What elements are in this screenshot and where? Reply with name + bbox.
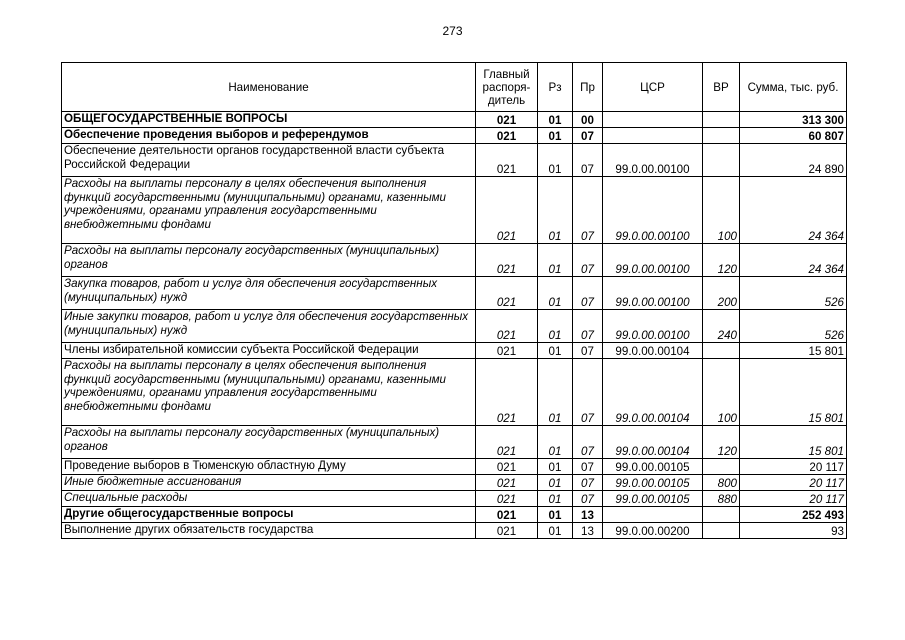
- cell-csr: 99.0.00.00104: [603, 426, 703, 459]
- cell-rz: 01: [538, 491, 573, 507]
- cell-pr: 07: [573, 144, 603, 177]
- cell-sum: 24 364: [740, 177, 847, 244]
- table-row: [62, 277, 847, 310]
- table-row: [62, 112, 847, 128]
- cell-sum: 60 807: [740, 128, 847, 144]
- cell-name: Расходы на выплаты персоналу в целях обеспечения выполнения функций государственными (муниципальными) органами, казенными учреждениями, органами управления государственными внебюджетными фондами: [62, 359, 476, 426]
- cell-sum: 93: [740, 523, 847, 539]
- table-row: [62, 177, 847, 244]
- cell-csr: 99.0.00.00100: [603, 310, 703, 343]
- cell-vr: 200: [703, 277, 740, 310]
- cell-gl: 021: [476, 507, 538, 523]
- cell-name: Другие общегосударственные вопросы: [62, 507, 476, 523]
- cell-gl: 021: [476, 244, 538, 277]
- cell-csr: 99.0.00.00200: [603, 523, 703, 539]
- cell-csr: [603, 112, 703, 128]
- cell-csr: 99.0.00.00100: [603, 177, 703, 244]
- cell-rz: 01: [538, 112, 573, 128]
- cell-csr: 99.0.00.00100: [603, 244, 703, 277]
- table-row: [62, 244, 847, 277]
- cell-csr: 99.0.00.00104: [603, 359, 703, 426]
- cell-rz: 01: [538, 128, 573, 144]
- cell-sum: 15 801: [740, 426, 847, 459]
- cell-gl: 021: [476, 523, 538, 539]
- cell-pr: 07: [573, 475, 603, 491]
- cell-vr: [703, 112, 740, 128]
- header-name: Наименование: [62, 63, 476, 112]
- cell-pr: 07: [573, 177, 603, 244]
- header-pr: Пр: [573, 63, 603, 112]
- cell-vr: 100: [703, 359, 740, 426]
- cell-pr: 00: [573, 112, 603, 128]
- cell-vr: [703, 128, 740, 144]
- cell-vr: [703, 523, 740, 539]
- table-row: [62, 343, 847, 359]
- header-csr: ЦСР: [603, 63, 703, 112]
- cell-name: Выполнение других обязательств государства: [62, 523, 476, 539]
- cell-gl: 021: [476, 277, 538, 310]
- cell-gl: 021: [476, 177, 538, 244]
- cell-pr: 07: [573, 343, 603, 359]
- cell-vr: [703, 459, 740, 475]
- cell-vr: 100: [703, 177, 740, 244]
- header-glavny: Главный распоря-дитель: [476, 63, 538, 112]
- table-row: [62, 128, 847, 144]
- cell-name: Члены избирательной комиссии субъекта Российской Федерации: [62, 343, 476, 359]
- cell-gl: 021: [476, 459, 538, 475]
- cell-sum: 15 801: [740, 359, 847, 426]
- cell-rz: 01: [538, 277, 573, 310]
- cell-rz: 01: [538, 426, 573, 459]
- cell-sum: 252 493: [740, 507, 847, 523]
- cell-sum: 24 890: [740, 144, 847, 177]
- cell-vr: 800: [703, 475, 740, 491]
- cell-rz: 01: [538, 343, 573, 359]
- cell-gl: 021: [476, 491, 538, 507]
- cell-gl: 021: [476, 343, 538, 359]
- cell-sum: 24 364: [740, 244, 847, 277]
- cell-gl: 021: [476, 475, 538, 491]
- cell-name: Обеспечение деятельности органов государственной власти субъекта Российской Федерации: [62, 144, 476, 177]
- cell-name: Расходы на выплаты персоналу в целях обеспечения выполнения функций государственными (муниципальными) органами, казенными учреждениями, органами управления государственными внебюджетными фондами: [62, 177, 476, 244]
- cell-name: Иные бюджетные ассигнования: [62, 475, 476, 491]
- cell-name: Обеспечение проведения выборов и референдумов: [62, 128, 476, 144]
- cell-csr: [603, 128, 703, 144]
- budget-table: [61, 62, 847, 539]
- cell-rz: 01: [538, 507, 573, 523]
- cell-csr: 99.0.00.00100: [603, 144, 703, 177]
- cell-name: Расходы на выплаты персоналу государственных (муниципальных) органов: [62, 426, 476, 459]
- cell-rz: 01: [538, 144, 573, 177]
- table-row: [62, 459, 847, 475]
- cell-sum: 313 300: [740, 112, 847, 128]
- cell-csr: [603, 507, 703, 523]
- cell-name: Закупка товаров, работ и услуг для обеспечения государственных (муниципальных) нужд: [62, 277, 476, 310]
- table-row: [62, 523, 847, 539]
- cell-pr: 07: [573, 491, 603, 507]
- cell-sum: 15 801: [740, 343, 847, 359]
- table-header-row: [62, 63, 847, 112]
- cell-name: Иные закупки товаров, работ и услуг для обеспечения государственных (муниципальных) нужд: [62, 310, 476, 343]
- cell-csr: 99.0.00.00104: [603, 343, 703, 359]
- cell-rz: 01: [538, 310, 573, 343]
- table-row: [62, 491, 847, 507]
- cell-rz: 01: [538, 359, 573, 426]
- cell-csr: 99.0.00.00100: [603, 277, 703, 310]
- table-row: [62, 475, 847, 491]
- cell-sum: 526: [740, 310, 847, 343]
- cell-rz: 01: [538, 523, 573, 539]
- cell-gl: 021: [476, 144, 538, 177]
- cell-vr: 880: [703, 491, 740, 507]
- cell-sum: 526: [740, 277, 847, 310]
- cell-pr: 07: [573, 426, 603, 459]
- table-row: [62, 507, 847, 523]
- table-row: [62, 310, 847, 343]
- page-number: 273: [442, 24, 463, 38]
- cell-rz: 01: [538, 459, 573, 475]
- cell-pr: 07: [573, 310, 603, 343]
- cell-csr: 99.0.00.00105: [603, 491, 703, 507]
- header-rz: Рз: [538, 63, 573, 112]
- cell-rz: 01: [538, 475, 573, 491]
- cell-csr: 99.0.00.00105: [603, 459, 703, 475]
- cell-pr: 07: [573, 359, 603, 426]
- cell-name: ОБЩЕГОСУДАРСТВЕННЫЕ ВОПРОСЫ: [62, 112, 476, 128]
- cell-vr: 120: [703, 426, 740, 459]
- cell-rz: 01: [538, 244, 573, 277]
- cell-sum: 20 117: [740, 459, 847, 475]
- table-row: [62, 426, 847, 459]
- cell-gl: 021: [476, 128, 538, 144]
- cell-vr: 240: [703, 310, 740, 343]
- cell-sum: 20 117: [740, 491, 847, 507]
- cell-rz: 01: [538, 177, 573, 244]
- cell-pr: 07: [573, 459, 603, 475]
- header-vr: ВР: [703, 63, 740, 112]
- cell-csr: 99.0.00.00105: [603, 475, 703, 491]
- cell-vr: [703, 507, 740, 523]
- header-summa: Сумма, тыс. руб.: [740, 63, 847, 112]
- cell-pr: 13: [573, 507, 603, 523]
- cell-vr: [703, 343, 740, 359]
- cell-name: Расходы на выплаты персоналу государственных (муниципальных) органов: [62, 244, 476, 277]
- cell-gl: 021: [476, 310, 538, 343]
- cell-gl: 021: [476, 426, 538, 459]
- cell-sum: 20 117: [740, 475, 847, 491]
- cell-pr: 07: [573, 244, 603, 277]
- table-row: [62, 359, 847, 426]
- cell-name: Специальные расходы: [62, 491, 476, 507]
- cell-pr: 07: [573, 277, 603, 310]
- cell-gl: 021: [476, 112, 538, 128]
- cell-name: Проведение выборов в Тюменскую областную Думу: [62, 459, 476, 475]
- cell-vr: 120: [703, 244, 740, 277]
- cell-pr: 13: [573, 523, 603, 539]
- table-row: [62, 144, 847, 177]
- cell-gl: 021: [476, 359, 538, 426]
- cell-vr: [703, 144, 740, 177]
- cell-pr: 07: [573, 128, 603, 144]
